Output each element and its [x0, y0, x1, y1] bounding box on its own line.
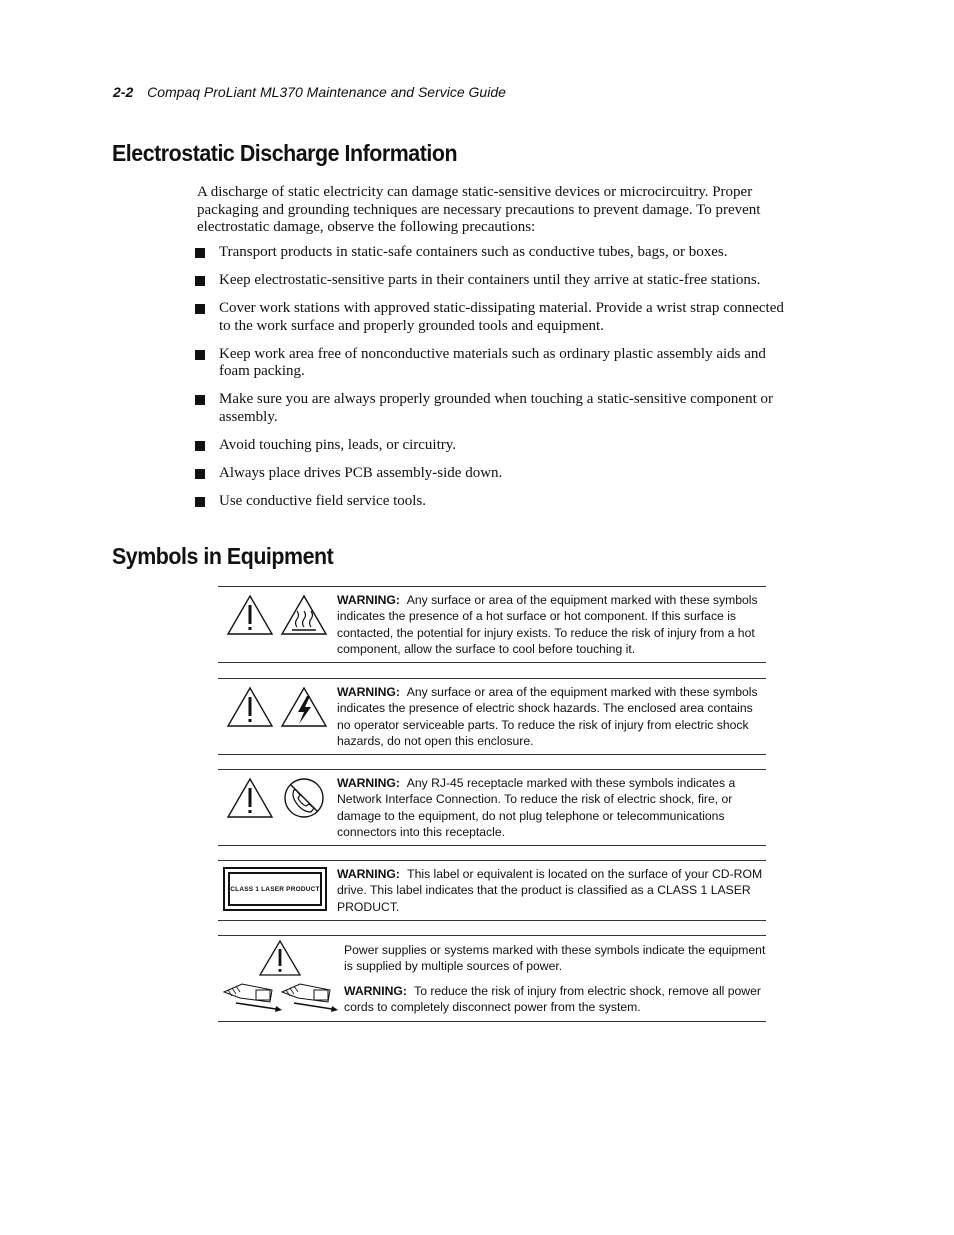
esd-intro: A discharge of static electricity can damage static-sensitive devices or microcircuitry. Proper packaging and grounding techniques are necessary precautions to prevent damage. To prevent electrostatic damage, observe the following precautions:	[197, 184, 761, 235]
guide-title: Compaq ProLiant ML370 Maintenance and Service Guide	[147, 84, 506, 100]
warning-label: WARNING:	[337, 776, 400, 790]
warning-text: WARNING: This label or equivalent is located on the surface of your CD-ROM drive. This label indicates that the product is classified as a CLASS 1 LASER PRODUCT.	[337, 867, 763, 914]
bullet-square-icon	[195, 395, 205, 405]
symbol-row-hot-surface	[218, 586, 766, 663]
power-warning: WARNING: To reduce the risk of injury from electric shock, remove all power cords to completely disconnect power from the system.	[344, 983, 761, 1014]
page-number: 2-2	[113, 84, 134, 100]
power-warning-text	[344, 942, 768, 1023]
power-cord-icon	[282, 984, 338, 1012]
list-item: Make sure you are always properly grounded when touching a static-sensitive component or assembly.	[195, 391, 787, 426]
electric-shock-icon	[282, 688, 326, 726]
warning-label: WARNING:	[337, 593, 400, 607]
power-note: Power supplies or systems marked with these symbols indicate the equipment is supplied by multiple sources of power.	[344, 943, 766, 974]
warning-label: WARNING:	[337, 867, 400, 881]
caution-triangle-icon	[228, 779, 272, 817]
list-item: Keep work area free of nonconductive materials such as ordinary plastic assembly aids and foam packing.	[195, 346, 787, 381]
running-header	[113, 84, 506, 100]
warning-text: WARNING: Any surface or area of the equipment marked with these symbols indicates the presence of electric shock hazards. The enclosed area contains no operator serviceable parts. To reduce the risk of injury from electric shock hazards, do not open this enclosure.	[337, 685, 758, 748]
no-telephone-icon	[285, 779, 323, 817]
list-item: Keep electrostatic-sensitive parts in their containers until they arrive at static-free stations.	[195, 272, 787, 290]
power-source-symbols	[222, 940, 340, 1016]
bullet-square-icon	[195, 248, 205, 258]
power-cord-icon	[224, 984, 282, 1012]
bullet-square-icon	[195, 497, 205, 507]
caution-triangle-icon	[228, 688, 272, 726]
hot-surface-symbols	[226, 593, 330, 637]
bullet-square-icon	[195, 441, 205, 451]
warning-label: WARNING:	[344, 983, 407, 998]
laser-label-text: CLASS 1 LASER PRODUCT	[228, 872, 322, 906]
esd-section-title: Electrostatic Discharge Information	[112, 140, 458, 166]
symbol-row-multiple-power	[218, 935, 766, 1022]
electric-shock-symbols	[226, 685, 330, 729]
symbol-row-laser	[218, 860, 766, 921]
bullet-square-icon	[195, 276, 205, 286]
symbol-row-rj45	[218, 769, 766, 846]
hot-surface-icon	[282, 596, 326, 634]
warning-text: WARNING: Any RJ-45 receptacle marked with these symbols indicates a Network Interface Connection. To reduce the risk of electric shock, fire, or damage to the equipment, do not plug telephone or telecommunications connectors into this receptacle.	[337, 776, 736, 839]
list-item: Avoid touching pins, leads, or circuitry.	[195, 437, 787, 455]
laser-label-icon	[223, 867, 327, 911]
list-item: Transport products in static-safe containers such as conductive tubes, bags, or boxes.	[195, 244, 787, 262]
warning-label: WARNING:	[337, 685, 400, 699]
esd-precautions-list	[195, 244, 787, 521]
warning-text: WARNING: Any surface or area of the equipment marked with these symbols indicates the presence of a hot surface or hot component. If this surface is contacted, the potential for injury exists. To reduce the risk of injury from a hot component, allow the surface to cool before touching it.	[337, 593, 758, 656]
bullet-square-icon	[195, 304, 205, 314]
caution-triangle-icon	[260, 941, 300, 975]
bullet-square-icon	[195, 350, 205, 360]
list-item: Cover work stations with approved static-dissipating material. Provide a wrist strap connected to the work surface and properly grounded tools and equipment.	[195, 300, 787, 335]
rj45-symbols	[226, 776, 330, 820]
list-item: Always place drives PCB assembly-side down.	[195, 465, 787, 483]
symbols-section-title: Symbols in Equipment	[112, 543, 334, 569]
bullet-square-icon	[195, 469, 205, 479]
list-item: Use conductive field service tools.	[195, 493, 787, 511]
symbol-row-electric-shock	[218, 678, 766, 755]
caution-triangle-icon	[228, 596, 272, 634]
